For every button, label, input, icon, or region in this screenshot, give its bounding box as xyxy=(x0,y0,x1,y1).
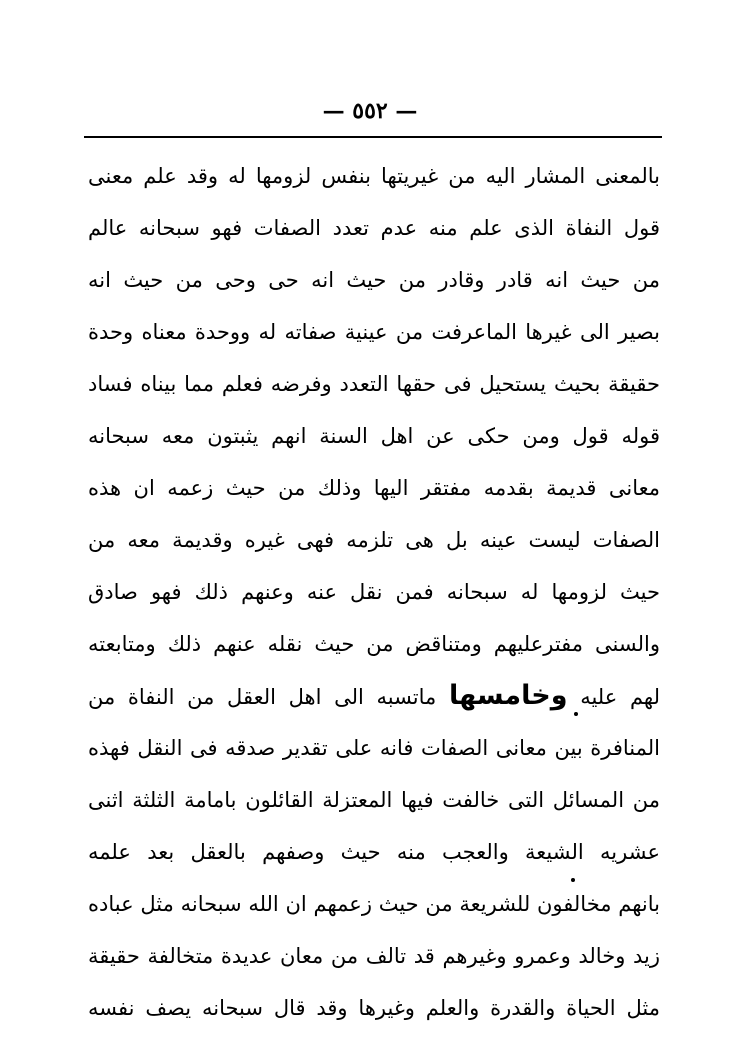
text-line: قوله قول ومن حكى عن اهل السنة انهم يثبتون معه سبحانه xyxy=(88,424,660,448)
text-line: عشريه الشيعة والعجب منه حيث وصفهم بالعقل بعد علمه xyxy=(88,840,660,864)
text-line: من المسائل التى خالفت فيها المعتزلة القائلون بامامة الثلثة اثنى xyxy=(88,788,660,812)
text-line: مثل الحياة والقدرة والعلم وغيرها وقد قال سبحانه يصف نفسه xyxy=(88,996,660,1020)
text-line: حقيقة بحيث يستحيل فى حقها التعدد وفرضه فعلم مما بيناه فساد xyxy=(88,372,660,396)
text-line: بالمعنى المشار اليه من غيريتها بنفس لزومها له وقد علم معنى xyxy=(88,164,660,188)
text-line: والسنى مفترعليهم ومتناقض من حيث نقله عنهم ذلك ومتابعته xyxy=(88,632,660,656)
text-line: زيد وخالد وعمرو وغيرهم قد تالف من معان عديدة متخالفة حقيقة xyxy=(88,944,660,968)
text-line: معانى قديمة بقدمه مفتقر اليها وذلك من حيث زعمه ان هذه xyxy=(88,476,660,500)
page-number-header: — ٥٥٢ — xyxy=(322,98,418,124)
text-line: المنافرة بين معانى الصفات فانه على تقدير صدقه فى النقل فهذه xyxy=(88,736,660,760)
text-line: بانهم مخالفون للشريعة من حيث زعمهم ان الله سبحانه مثل عباده xyxy=(88,892,660,916)
section-keyword: وخامسها xyxy=(448,680,568,711)
text-line: قول النفاة الذى علم منه عدم تعدد الصفات فهو سبحانه عالم xyxy=(88,216,660,240)
text-line: الصفات ليست عينه بل هى تلزمه فهى غيره وقديمة معه من xyxy=(88,528,660,552)
text-line-start: لهم عليه xyxy=(580,685,660,709)
body-text xyxy=(88,150,660,1034)
text-line-end: ماتسبه الى اهل العقل من النفاة من xyxy=(88,685,437,709)
header-rule xyxy=(84,136,662,138)
text-line: بصير الى غيرها الماعرفت من عينية صفاته له ووحدة معناه وحدة xyxy=(88,320,660,344)
text-line: حيث لزومها له سبحانه فمن نقل عنه وعنهم ذلك فهو صادق xyxy=(88,580,660,604)
text-line: من حيث انه قادر وقادر من حيث انه حى وحى من حيث انه xyxy=(88,268,660,292)
ink-speck xyxy=(574,712,578,716)
ink-speck xyxy=(571,878,575,882)
